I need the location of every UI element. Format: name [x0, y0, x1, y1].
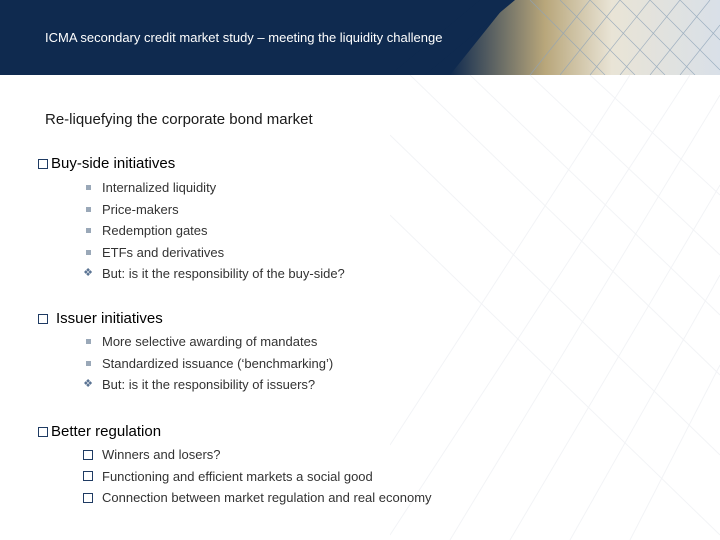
header-band	[0, 0, 720, 75]
list-item	[82, 199, 345, 221]
list-item	[82, 353, 333, 375]
section-heading: Buy-side initiatives	[51, 155, 176, 172]
section-heading: Better regulation	[51, 423, 162, 440]
list-item	[82, 374, 333, 396]
issuer-list	[82, 331, 333, 396]
list-item-text: Redemption gates	[102, 223, 208, 239]
list-item	[82, 487, 432, 509]
square-bullet-icon	[82, 331, 94, 353]
list-item	[82, 331, 333, 353]
buy-side-list	[82, 177, 345, 285]
regulation-list	[82, 444, 432, 509]
header-title: ICMA secondary credit market study – meeting the liquidity challenge	[45, 30, 443, 45]
square-bullet-icon	[82, 220, 94, 242]
checkbox-bullet-icon	[82, 466, 94, 488]
list-item-text: But: is it the responsibility of the buy-side?	[102, 266, 345, 282]
checkbox-bullet-icon	[82, 487, 94, 509]
list-item-text: Functioning and efficient markets a social good	[102, 468, 373, 484]
background-lattice	[390, 75, 720, 540]
list-item	[82, 177, 345, 199]
section-issuer	[38, 310, 163, 327]
list-item	[82, 242, 345, 264]
list-item-text: ETFs and derivatives	[102, 244, 225, 260]
list-item-text: But: is it the responsibility of issuers?	[102, 377, 316, 393]
list-item	[82, 220, 345, 242]
checkbox-bullet-icon	[38, 159, 48, 169]
checkbox-bullet-icon	[38, 314, 48, 324]
section-regulation	[38, 423, 161, 440]
list-item	[82, 263, 345, 285]
list-item-text: Connection between market regulation and real economy	[102, 490, 432, 506]
checkbox-bullet-icon	[82, 444, 94, 466]
checkbox-bullet-icon	[38, 427, 48, 437]
square-bullet-icon	[82, 242, 94, 264]
list-item	[82, 444, 432, 466]
list-item-text: Internalized liquidity	[102, 180, 217, 195]
section-heading: Issuer initiatives	[56, 310, 163, 327]
list-item-text: Standardized issuance (‘benchmarking’)	[102, 355, 334, 371]
square-bullet-icon	[82, 199, 94, 221]
list-item	[82, 466, 432, 488]
diamond-bullet-icon: ❖	[83, 378, 93, 391]
square-bullet-icon	[82, 177, 94, 199]
section-buy-side	[38, 155, 175, 172]
list-item-text: Winners and losers?	[102, 447, 221, 462]
slide-subtitle: Re-liquefying the corporate bond market	[45, 111, 313, 128]
list-item-text: More selective awarding of mandates	[102, 334, 318, 349]
square-bullet-icon	[82, 353, 94, 375]
diamond-bullet-icon: ❖	[83, 267, 93, 280]
list-item-text: Price-makers	[102, 201, 179, 217]
